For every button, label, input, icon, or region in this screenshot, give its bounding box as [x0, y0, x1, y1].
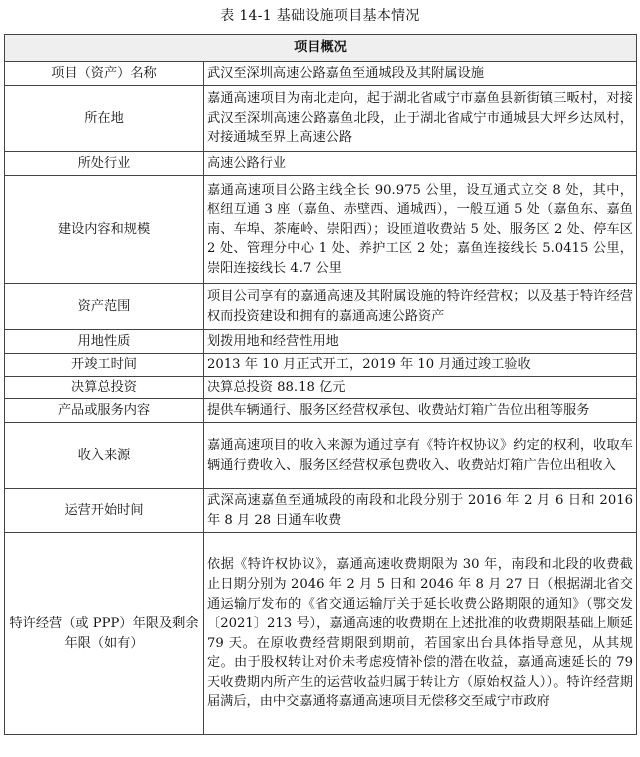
row-label: 所处行业: [5, 152, 204, 176]
row-value: 项目公司享有的嘉通高速及其附属设施的特许经营权；以及基于特许经营权而投资建设和拥有的嘉通高速公路资产: [204, 284, 637, 330]
row-label: 项目（资产）名称: [5, 62, 204, 86]
row-value: 武汉至深圳高速公路嘉鱼至通城段及其附属设施: [204, 62, 637, 86]
row-label: 用地性质: [5, 330, 204, 354]
table-row: [5, 152, 637, 176]
table-row: [5, 533, 637, 735]
project-info-table: [4, 34, 637, 735]
table-row: [5, 284, 637, 330]
table-row: [5, 399, 637, 423]
row-label: 资产范围: [5, 284, 204, 330]
row-label: 产品或服务内容: [5, 399, 204, 423]
table-row: [5, 62, 637, 86]
row-value: 武深高速嘉鱼至通城段的南段和北段分别于 2016 年 2 月 6 日和 2016 年 8 月 28 日通车收费: [204, 489, 637, 533]
table-row: [5, 176, 637, 284]
table-header-row: [5, 35, 637, 62]
table-row: [5, 376, 637, 399]
table-row: [5, 423, 637, 489]
row-value: 嘉通高速项目公路主线全长 90.975 公里，设互通式立交 8 处，其中，枢纽互通 3 座（嘉鱼、赤壁西、通城西），一般互通 5 处（嘉鱼东、嘉鱼南、车埠、茶庵岭、崇阳西）；设匝道收费站 5 处、服务区 2 处、停车区 2 处、管理分中心 1 处、养护工区 2 处；嘉鱼连接线长 5.0415 公里，崇阳连接线长 4.7 公里: [204, 176, 637, 284]
table-row: [5, 86, 637, 152]
row-value: 2013 年 10 月正式开工，2019 年 10 月通过竣工验收: [204, 354, 637, 377]
row-value: 划拨用地和经营性用地: [204, 330, 637, 354]
row-value: 嘉通高速项目为南北走向，起于湖北省咸宁市嘉鱼县新街镇三畈村，对接武汉至深圳高速公路嘉鱼北段，止于湖北省咸宁市通城县大坪乡达凤村，对接通城至界上高速公路: [204, 86, 637, 152]
row-label: 开竣工时间: [5, 354, 204, 377]
row-value: 决算总投资 88.18 亿元: [204, 376, 637, 399]
table-row: [5, 330, 637, 354]
row-label: 所在地: [5, 86, 204, 152]
table-row: [5, 489, 637, 533]
row-label: 特许经营（或 PPP）年限及剩余年限（如有）: [5, 533, 204, 735]
row-value: 依据《特许权协议》，嘉通高速收费期限为 30 年，南段和北段的收费截止日期分别为 2046 年 2 月 5 日和 2046 年 8 月 27 日（根据湖北省交通运输厅发布的《省交通运输厅关于延长收费公路期限的通知》（鄂交发〔2021〕213 号），嘉通高速的收费期在上述批准的收费期限基础上顺延 79 天。在原收费经营期限到期前，若国家出台具体指导意见，从其规定。由于股权转让对价未考虑疫情补偿的潜在收益，嘉通高速延长的 79 天收费期内所产生的运营收益归属于转让方（原始权益人））。特许经营期届满后，由中交嘉通将嘉通高速项目无偿移交至咸宁市政府: [204, 533, 637, 735]
table-header: 项目概况: [5, 35, 637, 62]
row-label: 决算总投资: [5, 376, 204, 399]
row-label: 建设内容和规模: [5, 176, 204, 284]
table-row: [5, 354, 637, 377]
row-label: 运营开始时间: [5, 489, 204, 533]
row-value: 嘉通高速项目的收入来源为通过享有《特许权协议》约定的权利，收取车辆通行费收入、服务区经营权承包费收入、收费站灯箱广告位出租收入: [204, 423, 637, 489]
row-value: 提供车辆通行、服务区经营权承包、收费站灯箱广告位出租等服务: [204, 399, 637, 423]
row-value: 高速公路行业: [204, 152, 637, 176]
row-label: 收入来源: [5, 423, 204, 489]
table-caption: 表 14-1 基础设施项目基本情况: [220, 8, 420, 24]
